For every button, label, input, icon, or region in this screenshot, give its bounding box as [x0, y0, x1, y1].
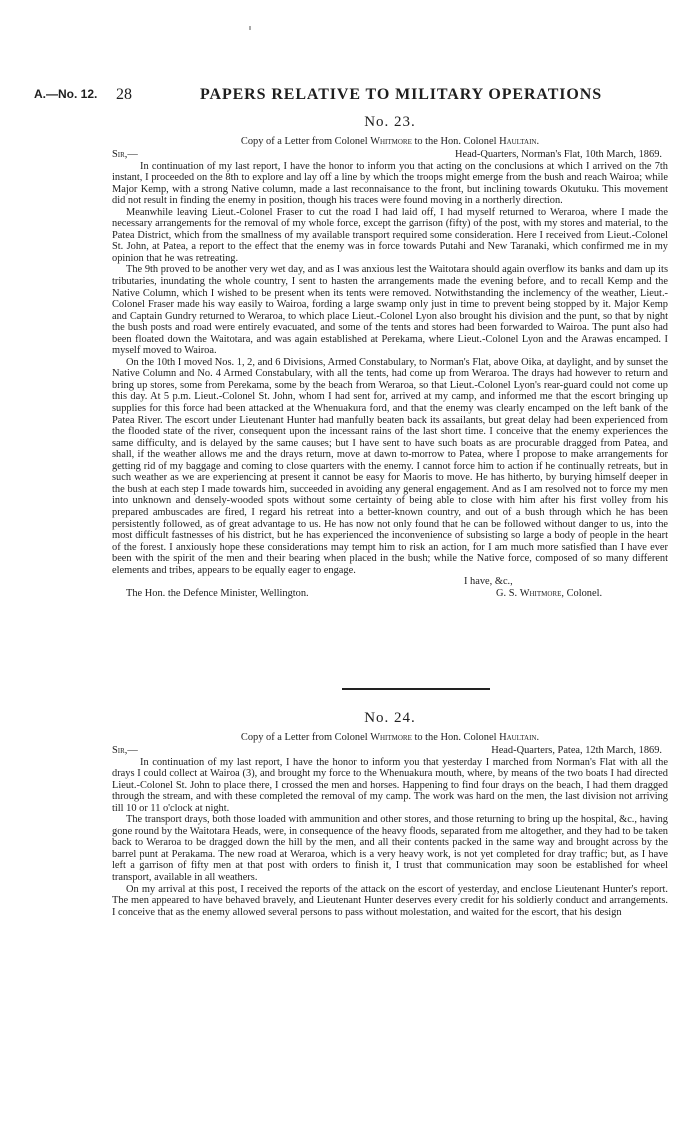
paragraph: In continuation of my last report, I have the honor to inform you that acting on the conclusions at which I arrived on the 7th instant, I proceeded on the 8th to explore and lay off a line by which the troops might emerge from the bush and reach Wairoa; while Major Kemp, with a strong Native column, made a last reconnaisance to the front, but inclining towards Okutuku. This movement did not result in finding the enemy in position, though his traces were found moving in a northerly direction. [112, 160, 668, 207]
signature-name: Whitmore [519, 588, 562, 600]
letter-number: No. 24. [364, 710, 416, 726]
sender-name: Whitmore [370, 136, 412, 147]
signature-prefix: G. S. [496, 588, 520, 600]
paragraph: The transport drays, both those loaded with ammunition and other stores, and those returning to bring up the hospital, &c., having gone round by the Waitotara Heads, were, in consequence of the heavy floods, separated from me altogether, and they had to be taken back to Weraroa to be dragged down the hill by the men, and all their contents packed in the same way and brought across by the barrel punt at Perakama. The new road at Weraroa, which is a very heavy work, is not yet completed for dray traffic; but, as I have left a garrison of fifty men at that post with orders to finish it, I trust that communication may soon be established for wheel transport, available in all weathers. [112, 814, 668, 884]
page-number: 28 [116, 86, 132, 103]
signature-suffix: , Colonel. [561, 588, 603, 600]
salutation-line [112, 149, 668, 161]
sender-name: Whitmore [370, 732, 412, 743]
running-title: PAPERS RELATIVE TO MILITARY OPERATIONS [200, 86, 602, 103]
dateline: Head-Quarters, Norman's Flat, 10th March, 1869. [454, 148, 662, 160]
letter-description [112, 732, 668, 744]
description-suffix: . [536, 136, 540, 147]
paragraph: In continuation of my last report, I have the honor to inform you that yesterday I marched from Norman's Flat with all the drays I could collect at Wairoa (3), and brought my force to the Whenuakura mouth, where, by means of the two boats I had directed Lieut.-Colonel St. John to place there, I crossed the men and horses. Happening to find four drays on the beach, I had them dragged through the stream, and with these completed the removal of my camp. The work was hard on the men, the last division not arriving till 10 or 11 o'clock at night. [112, 756, 668, 814]
closing: I have, &c., [464, 576, 513, 588]
closing-line [112, 576, 668, 588]
letter-no-24 [112, 710, 668, 918]
paragraph: Meanwhile leaving Lieut.-Colonel Fraser to cut the road I had laid off, I had myself returned to Weraroa, where I made the necessary arrangements for the removal of my whole force, except the garrison (fifty) of the post, with my stores and material, to the Patea District, which from the smallness of my available transport required some consideration. Here I received from Lieut.-Colonel St. John, at Patea, a report to the effect that the enemy was in force towards Putahi and New Taranaki, which confirmed me in my opinion that he was retreating. [112, 206, 668, 264]
salutation-line [112, 745, 668, 757]
recipient-name: Haultain [499, 136, 537, 147]
paragraph: The 9th proved to be another very wet day, and as I was anxious lest the Waitotara should again overflow its banks and dam up its tributaries, inundating the whole country, I sent to hasten the arrangements made the evening before, and to recall Kemp and the Native Column, which I wished to be present when its tents were removed. Notwithstanding the inclemency of the weather, Lieut.-Colonel Fraser made his way easily to Wairoa, fording a large swamp only just in time to prevent being stopped by it. Major Kemp and Captain Gundry returned to Weraroa, to which place Lieut.-Colonel Lyon also brought his division and the punt, so that by night the bush posts and road were entirely evacuated, and some of the tents and stores had been forwarded to Wairoa. The punt also had been floated down the Waitotara, and was again established at Perekama, where Lieut.-Colonel Lyon and the Arawas encamped. I myself moved to Wairoa. [112, 264, 668, 357]
description-prefix: Copy of a Letter from Colonel [240, 732, 371, 743]
paragraph: On the 10th I moved Nos. 1, 2, and 6 Divisions, Armed Constabulary, to Norman's Flat, above Oika, at daylight, and by sunset the Native Column and No. 4 Armed Constabulary, with all the tents, had come up from Weraroa. The drays had however to return and bring up stores, some from Perekama, some by the beach from Weraroa, so that Lieut.-Colonel Lyon's rear-guard could not come up this day. At 5 p.m. Lieut.-Colonel St. John, whom I had sent for, arrived at my camp, and informed me that the escort bringing up supplies for this force had been attacked at the Whenuakura ford, and that the enemy was clearly encamped on the left bank of the Patea River. The escort under Lieutenant Hunter had manfully beaten back its assailants, but great delay had been experienced from the flooded state of the river, consequent upon the incessant rains of the last short time. I conceive that the enemy experiences the same difficulty, and is delayed by the same causes; but I have sent to have such boats as are procurable dragged from Patea, and shall, if the weather allows me and the drays return, move at dawn to-morrow to Patea, where I propose to make arrangements for getting rid of my baggage and coming to close quarters with the enemy. I cannot force him to action if he continually retreats, but in such weather as we are experiencing at present it cannot be easy for Maoris to move. He has hitherto, by burying himself deeper in the bush at each step I made towards him, succeeded in avoiding any general engagement. And as I am resolved not to force my men into unknown and densely-wooded spots without some certainty of being able to close with him after his first volley from his prepared ambuscades are fired, I regard his retreat into a better-known country, and out of a bush through which he has been persistently followed, as of great advantage to us. He has now not only found that he can be followed without danger to us, into the most difficult fastnesses of his district, but he has experienced the inconvenience of subsisting so large a body of people in the heart of the forest. I anxiously hope these considerations may tempt him to risk an action, for I am much more satisfied than I have ever been with the spirit of the men and their bearing when placed in the bush; while the Native force, composed of so many different elements and tribes, appears to be equally eager to engage. [112, 356, 668, 576]
scan-mark [249, 26, 251, 30]
letter-no-23 [112, 114, 668, 600]
description-suffix: . [536, 732, 540, 743]
description-prefix: Copy of a Letter from Colonel [240, 136, 371, 147]
letter-description [112, 136, 668, 148]
section-reference: A.—No. 12. [34, 87, 98, 101]
salutation: Sir,— [112, 744, 138, 756]
salutation: Sir,— [112, 148, 138, 160]
recipient-name: Haultain [499, 732, 537, 743]
paragraph: On my arrival at this post, I received the reports of the attack on the escort of yesterday, and enclose Lieutenant Hunter's report. The men appeared to have behaved bravely, and Lieutenant Hunter deserves every credit for his soldierly conduct and arrangements. I conceive that as the enemy allowed several persons to pass without molestation, and waited for the escort, that his design [112, 883, 668, 918]
page-header [34, 86, 674, 106]
section-divider [342, 688, 490, 690]
signature-line [112, 588, 668, 600]
letter-number: No. 23. [364, 114, 416, 130]
description-middle: to the Hon. Colonel [411, 136, 500, 147]
addressee: The Hon. the Defence Minister, Wellington. [126, 588, 309, 600]
dateline: Head-Quarters, Patea, 12th March, 1869. [491, 744, 662, 756]
description-middle: to the Hon. Colonel [411, 732, 500, 743]
signature [496, 588, 602, 600]
